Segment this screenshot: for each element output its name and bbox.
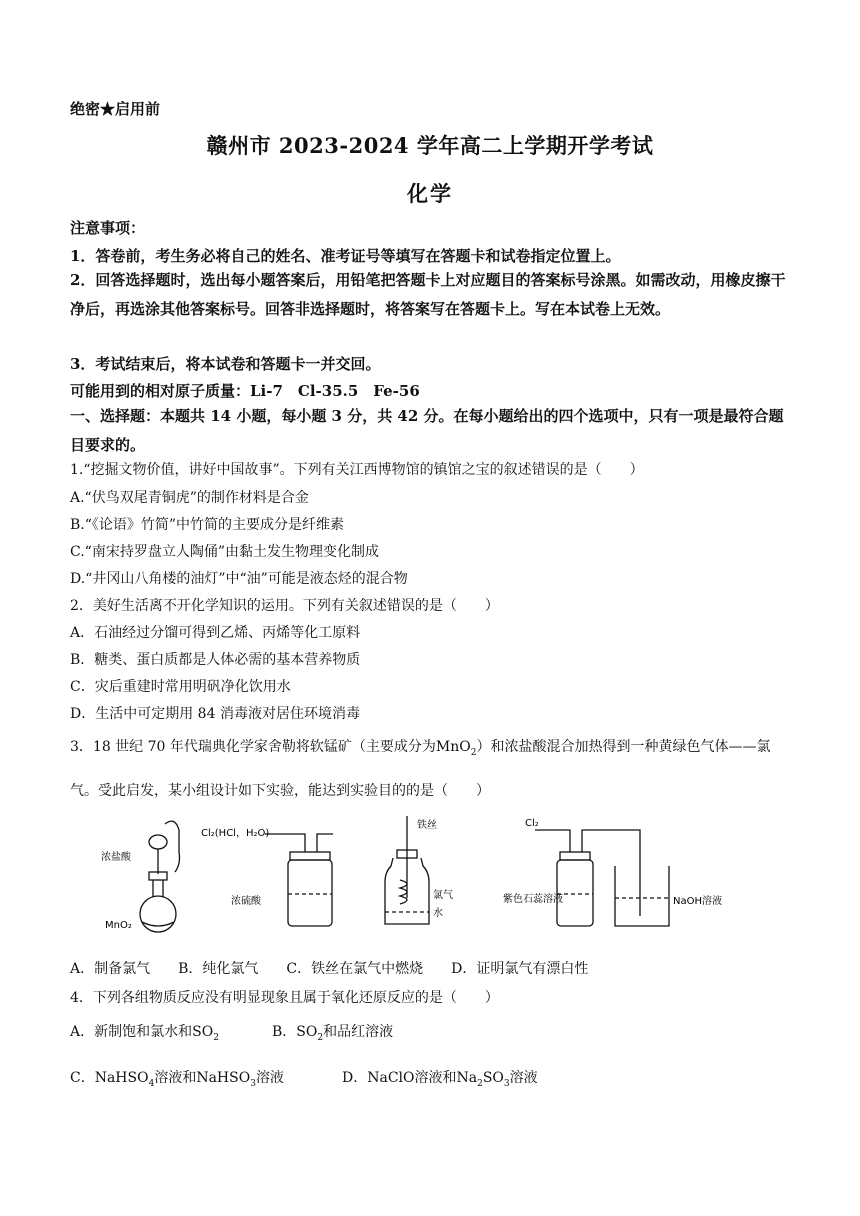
label-naoh: NaOH溶液 bbox=[673, 896, 722, 907]
q2-stem: 2．美好生活离不开化学知识的运用。下列有关叙述错误的是（ ） bbox=[70, 598, 499, 614]
section-1-heading: 一、选择题：本题共 14 小题，每小题 3 分，共 42 分。在每小题给出的四个选项中，只有一项是最符合题目要求的。 bbox=[70, 407, 784, 454]
apparatus-c bbox=[385, 816, 429, 924]
q1-option-a: A.“伏鸟双尾青铜虎”的制作材料是合金 bbox=[70, 490, 309, 506]
label-litmus: 紫色石蕊溶液 bbox=[503, 894, 563, 905]
notes-heading: 注意事项： bbox=[70, 219, 146, 237]
q1-stem: 1.“挖掘文物价值，讲好中国故事”。下列有关江西博物馆的镇馆之宝的叙述错误的是（ ） bbox=[70, 462, 644, 478]
atomic-masses: 可能用到的相对原子质量：Li-7 Cl-35.5 Fe-56 bbox=[70, 382, 420, 400]
apparatus-a bbox=[140, 821, 180, 932]
q4-option-c: C．NaHSO$_4$溶液和NaHSO$_3$溶液 bbox=[70, 1070, 284, 1089]
label-conc-hcl: 浓盐酸 bbox=[101, 852, 131, 863]
q4-stem: 4．下列各组物质反应没有明显现象且属于氧化还原反应的是（ ） bbox=[70, 990, 499, 1006]
q1-option-c: C.“南宋持罗盘立人陶俑”由黏土发生物理变化制成 bbox=[70, 544, 379, 560]
label-iron-wire: 铁丝 bbox=[417, 820, 437, 831]
label-cl2: Cl₂ bbox=[525, 818, 539, 829]
q2-option-a: A．石油经过分馏可得到乙烯、丙烯等化工原料 bbox=[70, 625, 361, 641]
apparatus-b bbox=[265, 834, 333, 926]
q2-option-b: B．糖类、蛋白质都是人体必需的基本营养物质 bbox=[70, 652, 361, 668]
q4-option-a: A．新制饱和氯水和$SO_2$ bbox=[70, 1024, 219, 1043]
q3-stem: 3．18 世纪 70 年代瑞典化学家舍勒将软锰矿（主要成分为MnO$_2$）和浓盐酸混合加热得到一种黄绿色气体——氯气。受此启发，某小组设计如下实验，能达到实验目的的是（ ） bbox=[70, 739, 771, 799]
q2-option-d: D．生活中可定期用 84 消毒液对居住环境消毒 bbox=[70, 706, 360, 722]
label-mno2: MnO₂ bbox=[105, 920, 132, 931]
apparatus-d bbox=[535, 830, 669, 926]
q1-option-d: D.“井冈山八角楼的油灯”中“油”可能是液态烃的混合物 bbox=[70, 571, 408, 587]
q2-option-c: C．灾后重建时常用明矾净化饮用水 bbox=[70, 679, 291, 695]
label-water: 水 bbox=[433, 908, 443, 919]
label-gas-mixture: Cl₂(HCl，H₂O) bbox=[201, 828, 270, 839]
note-item-3: 3．考试结束后，将本试卷和答题卡一并交回。 bbox=[70, 355, 381, 373]
note-item-2: 2．回答选择题时，选出每小题答案后，用铅笔把答题卡上对应题目的答案标号涂黑。如需改动，用橡皮擦干净后，再选涂其他答案标号。回答非选择题时，将答案写在答题卡上。写在本试卷上无效。 bbox=[70, 271, 786, 318]
q4-option-d: D．NaClO溶液和$Na_2SO_3$溶液 bbox=[342, 1070, 538, 1089]
confidential-mark: 绝密★启用前 bbox=[70, 100, 161, 118]
exam-title: 赣州市 2023-2024 学年高二上学期开学考试 bbox=[206, 133, 654, 158]
q1-option-b: B.“《论语》竹简”中竹简的主要成分是纤维素 bbox=[70, 517, 345, 533]
label-conc-h2so4: 浓硫酸 bbox=[231, 896, 261, 907]
note-item-1: 1．答卷前，考生务必将自己的姓名、准考证号等填写在答题卡和试卷指定位置上。 bbox=[70, 247, 621, 265]
subject-title: 化学 bbox=[407, 181, 453, 206]
q4-option-b: B．$SO_2$和品红溶液 bbox=[272, 1024, 394, 1043]
q3-options: A．制备氯气 B．纯化氯气 C．铁丝在氯气中燃烧 D．证明氯气有漂白性 bbox=[70, 961, 589, 977]
label-chlorine-gas: 氯气 bbox=[433, 890, 453, 901]
q3-apparatus-diagram bbox=[95, 812, 725, 942]
